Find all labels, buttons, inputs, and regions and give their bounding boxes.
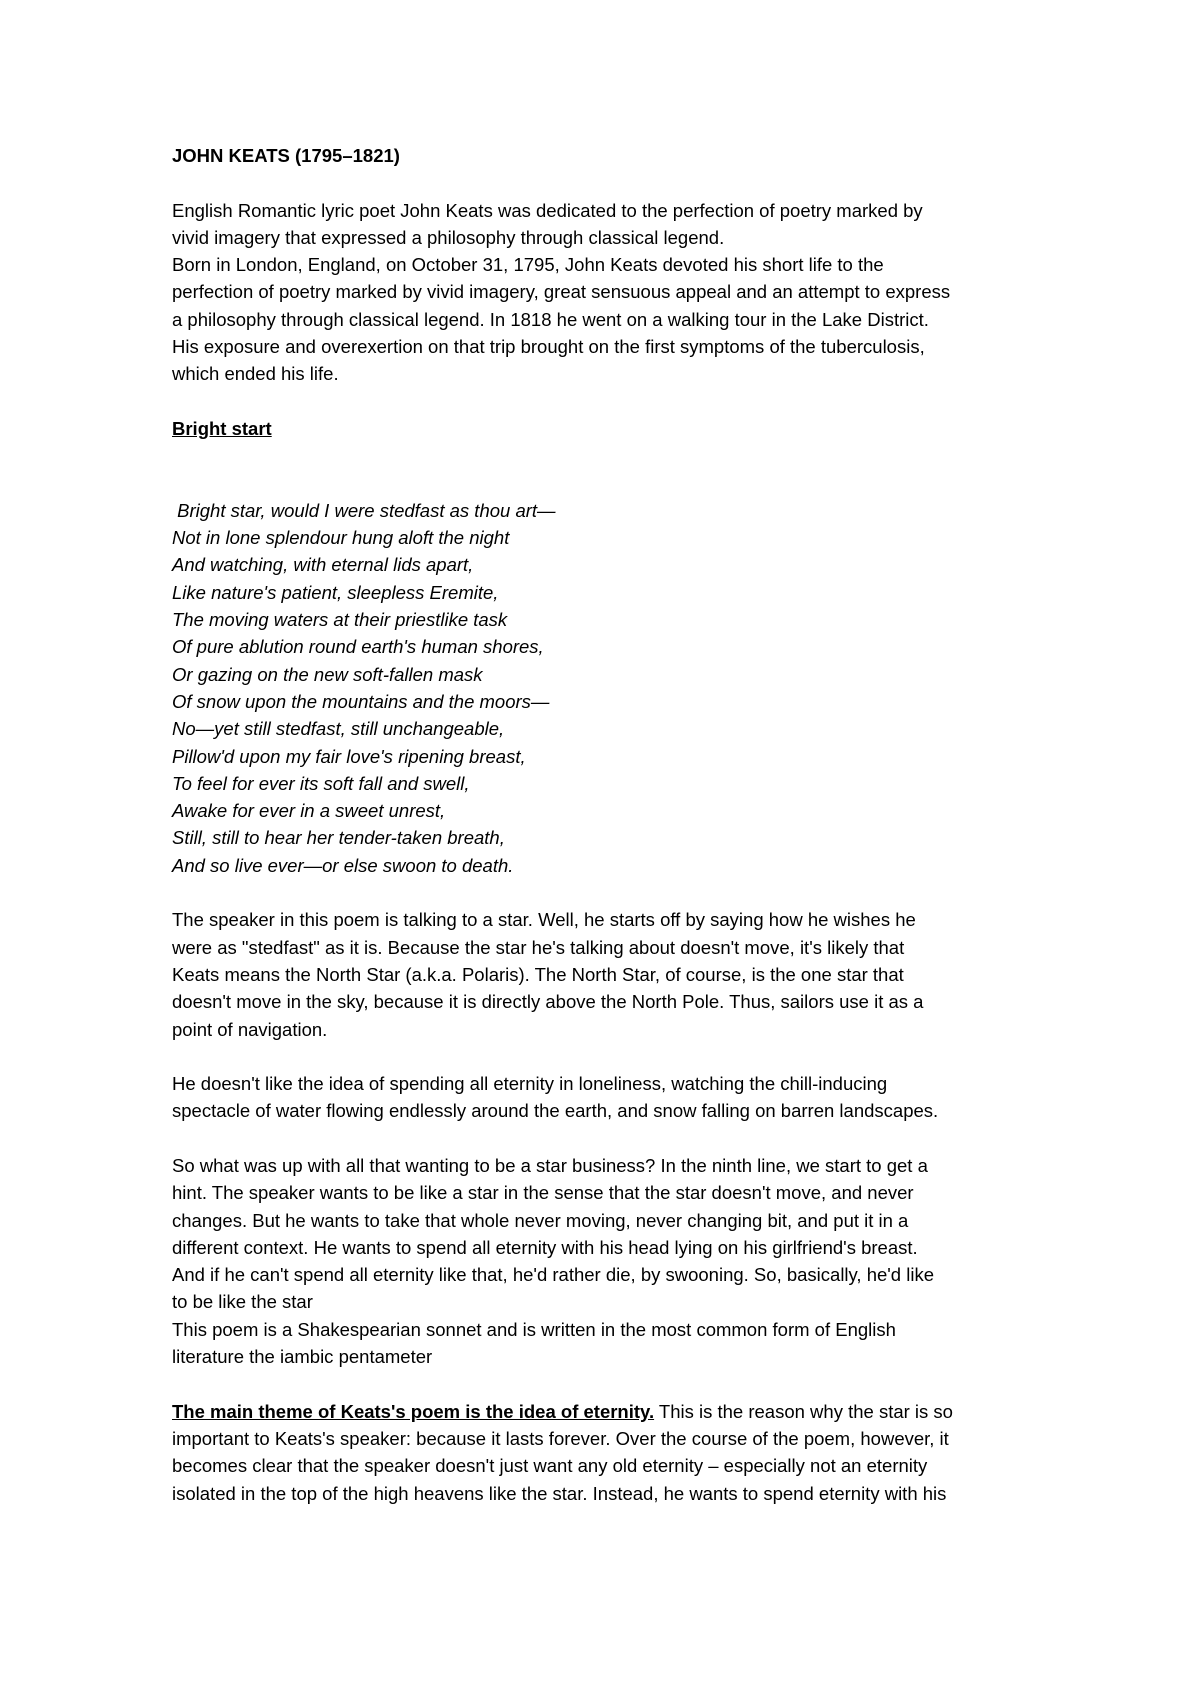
text-line: He doesn't like the idea of spending all eternity in loneliness, watching the chill-inducing <box>172 1073 888 1095</box>
theme-first-rest: This is the reason why the star is so <box>654 1400 953 1422</box>
text-line: were as "stedfast" as it is. Because the star he's talking about doesn't move, it's likely that <box>172 936 905 958</box>
poem-line: The moving waters at their priestlike task <box>172 609 508 631</box>
text-line: point of navigation. <box>172 1018 328 1040</box>
text-line: The speaker in this poem is talking to a star. Well, he starts off by saying how he wishes he <box>172 909 916 931</box>
poem-line: And so live ever—or else swoon to death. <box>172 854 514 876</box>
text-line: literature the iambic pentameter <box>172 1346 433 1368</box>
text-line: becomes clear that the speaker doesn't just want any old eternity – especially not an eternity <box>172 1455 928 1477</box>
text-line: And if he can't spend all eternity like that, he'd rather die, by swooning. So, basically, he'd like <box>172 1264 934 1286</box>
text-line: His exposure and overexertion on that trip brought on the first symptoms of the tuberculosis, <box>172 336 925 358</box>
poem-line: Of pure ablution round earth's human shores, <box>172 636 544 658</box>
poem-line: To feel for ever its soft fall and swell, <box>172 772 470 794</box>
spacer <box>172 879 1052 906</box>
text-line: isolated in the top of the high heavens like the star. Instead, he wants to spend eternity with his <box>172 1482 947 1504</box>
text-line: important to Keats's speaker: because it lasts forever. Over the course of the poem, however, it <box>172 1427 949 1449</box>
analysis-paragraph-3 <box>172 1152 1052 1370</box>
text-line: spectacle of water flowing endlessly around the earth, and snow falling on barren landscapes. <box>172 1100 939 1122</box>
text-line: different context. He wants to spend all eternity with his head lying on his girlfriend's breast. <box>172 1236 918 1258</box>
text-line: hint. The speaker wants to be like a star in the sense that the star doesn't move, and never <box>172 1182 914 1204</box>
poem <box>172 497 1052 879</box>
analysis-paragraph-2 <box>172 1070 1052 1125</box>
poem-line: Like nature's patient, sleepless Eremite, <box>172 581 499 603</box>
text-line: Born in London, England, on October 31, 1795, John Keats devoted his short life to the <box>172 254 884 276</box>
spacer <box>172 388 1052 415</box>
spacer <box>172 1125 1052 1152</box>
document-page <box>172 142 1052 1507</box>
document-title: JOHN KEATS (1795–1821) <box>172 145 400 166</box>
spacer <box>172 442 1052 469</box>
poem-line: No—yet still stedfast, still unchangeable, <box>172 718 505 740</box>
text-line: English Romantic lyric poet John Keats was dedicated to the perfection of poetry marked by <box>172 199 923 221</box>
text-line: vivid imagery that expressed a philosophy through classical legend. <box>172 226 725 248</box>
text-line: This poem is a Shakespearian sonnet and is written in the most common form of English <box>172 1318 896 1340</box>
text-line: which ended his life. <box>172 363 339 385</box>
poem-heading: Bright start <box>172 417 272 439</box>
poem-line: Of snow upon the mountains and the moors— <box>172 690 550 712</box>
theme-lead: The main theme of Keats's poem is the idea of eternity. <box>172 1400 655 1422</box>
text-line: perfection of poetry marked by vivid imagery, great sensuous appeal and an attempt to express <box>172 281 951 303</box>
intro-paragraph <box>172 197 1052 388</box>
spacer <box>172 1043 1052 1070</box>
text-line: changes. But he wants to take that whole never moving, never changing bit, and put it in a <box>172 1209 909 1231</box>
poem-line: Not in lone splendour hung aloft the night <box>172 527 510 549</box>
text-line: a philosophy through classical legend. In 1818 he went on a walking tour in the Lake District. <box>172 308 929 330</box>
text-line: to be like the star <box>172 1291 313 1313</box>
theme-paragraph <box>172 1398 1052 1507</box>
text-line: Keats means the North Star (a.k.a. Polaris). The North Star, of course, is the one star that <box>172 963 904 985</box>
spacer <box>172 1370 1052 1397</box>
analysis-paragraph-1 <box>172 906 1052 1042</box>
poem-line: Bright star, would I were stedfast as thou art— <box>172 499 556 521</box>
poem-line: Pillow'd upon my fair love's ripening breast, <box>172 745 526 767</box>
poem-line: And watching, with eternal lids apart, <box>172 554 474 576</box>
poem-line: Or gazing on the new soft-fallen mask <box>172 663 483 685</box>
text-line: doesn't move in the sky, because it is directly above the North Pole. Thus, sailors use it as a <box>172 991 924 1013</box>
poem-line: Still, still to hear her tender-taken breath, <box>172 827 505 849</box>
poem-line: Awake for ever in a sweet unrest, <box>172 800 446 822</box>
text-line <box>172 1398 1052 1425</box>
spacer <box>172 470 1052 497</box>
text-line: So what was up with all that wanting to be a star business? In the ninth line, we start to get a <box>172 1154 928 1176</box>
